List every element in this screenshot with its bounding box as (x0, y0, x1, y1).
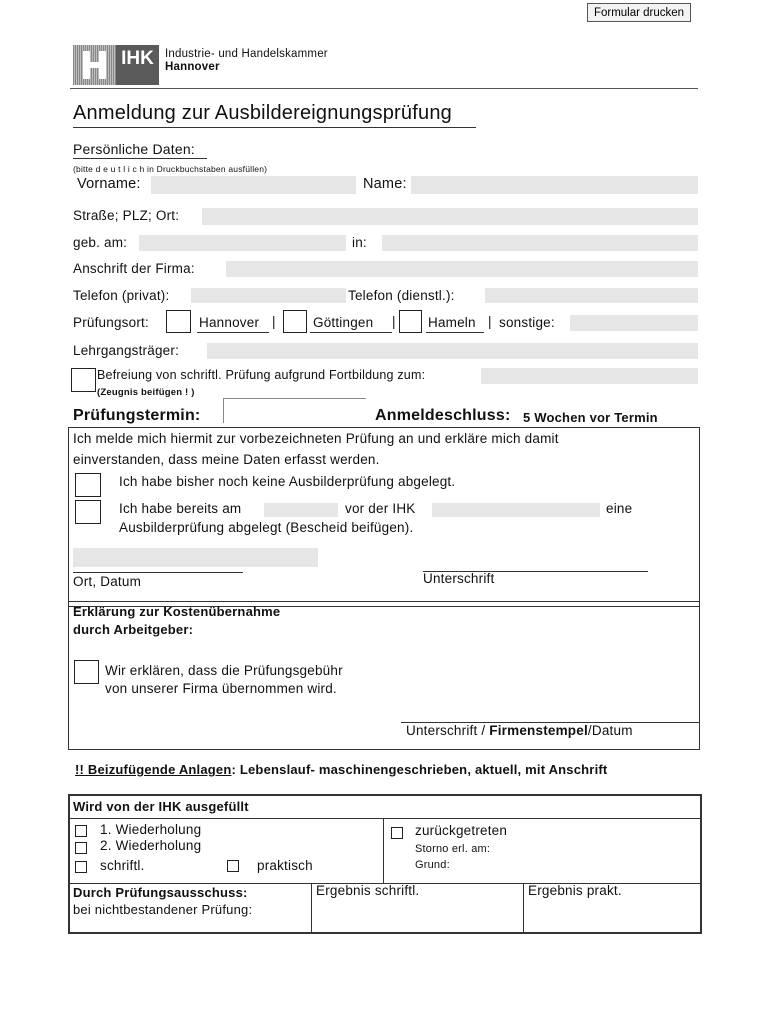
termin-field[interactable] (223, 398, 366, 423)
wdh1-checkbox[interactable] (75, 825, 87, 837)
separator-1: | (272, 314, 276, 329)
employer-text-1: Wir erklären, dass die Prüfungsgebühr (105, 663, 343, 678)
office-divider (383, 818, 384, 883)
prior-exam-date-field[interactable] (264, 503, 338, 517)
ausschuss-label-1: Durch Prüfungsausschuss: (73, 885, 248, 900)
prior-exam-label-c: eine (606, 501, 633, 516)
ausschuss-label-2: bei nichtbestandener Prüfung: (73, 902, 253, 917)
attachments-label: !! Beizufügende Anlagen (75, 762, 232, 777)
result-divider-1 (311, 883, 312, 933)
wdh1-label: 1. Wiederholung (100, 822, 202, 837)
wdh2-label: 2. Wiederholung (100, 838, 202, 853)
page-title: Anmeldung zur Ausbildereignungsprüfung (73, 102, 452, 124)
office-heading: Wird von der IHK ausgefüllt (73, 799, 249, 814)
employer-heading-1: Erklärung zur Kostenübernahme (73, 604, 281, 619)
wdh2-checkbox[interactable] (75, 842, 87, 854)
hameln-underline (426, 332, 484, 333)
firma-label: Anschrift der Firma: (73, 261, 195, 276)
employer-signature-label (406, 723, 633, 738)
geburtsort-label: in: (352, 235, 367, 250)
prior-exam-checkbox[interactable] (75, 500, 101, 524)
praktisch-checkbox[interactable] (227, 860, 239, 872)
tel-dienst-field[interactable] (485, 288, 698, 303)
ergebnis-prakt-label: Ergebnis prakt. (528, 883, 622, 898)
employer-text-2: von unserer Firma übernommen wird. (105, 681, 337, 696)
kostenuebernahme-checkbox[interactable] (74, 660, 99, 684)
ergebnis-schriftl-label: Ergebnis schriftl. (316, 883, 420, 898)
declaration-line2: einverstanden, dass meine Daten erfasst werden. (73, 452, 380, 467)
tel-privat-field[interactable] (191, 288, 346, 303)
firma-field[interactable] (226, 261, 698, 277)
tel-privat-label: Telefon (privat): (73, 288, 170, 303)
hannover-checkbox[interactable] (166, 310, 191, 333)
befreiung-field[interactable] (481, 368, 698, 384)
goettingen-checkbox[interactable] (283, 310, 307, 333)
prior-exam-label-a: Ich habe bereits am (119, 501, 242, 516)
prior-exam-label-b: vor der IHK (345, 501, 416, 516)
befreiung-checkbox[interactable] (71, 368, 96, 392)
hannover-underline (197, 332, 269, 333)
vorname-label: Vorname: (77, 176, 141, 192)
sonstige-field[interactable] (570, 315, 698, 331)
lehrgang-field[interactable] (207, 343, 698, 359)
personal-heading: Persönliche Daten: (73, 141, 195, 157)
attachments-note (75, 762, 607, 777)
vorname-field[interactable] (151, 176, 356, 194)
sig-part-c: /Datum (587, 723, 633, 738)
geb-am-label: geb. am: (73, 235, 128, 250)
prior-exam-label-d: Ausbilderprüfung abgelegt (Bescheid beifügen). (119, 520, 414, 535)
employer-heading-2: durch Arbeitgeber: (73, 622, 194, 637)
ort-datum-label: Ort, Datum (73, 574, 142, 589)
sig-part-a: Unterschrift / (406, 723, 490, 738)
unterschrift-label: Unterschrift (423, 571, 495, 586)
anmeldeschluss-label: Anmeldeschluss: (375, 407, 511, 424)
prior-exam-ihk-field[interactable] (432, 503, 600, 517)
logo-line1: Industrie- und Handelskammer (165, 48, 328, 60)
declaration-line1: Ich melde mich hiermit zur vorbezeichneten Prüfung an und erkläre mich damit (73, 431, 559, 446)
ihk-logo (73, 45, 159, 85)
block-letters-hint: (bitte d e u t l i c h in Druckbuchstaben ausfüllen) (73, 164, 268, 174)
zeugnis-note: (Zeugnis beifügen ! ) (97, 387, 195, 398)
schriftl-label: schriftl. (100, 858, 145, 873)
logo-h-glyph (83, 51, 106, 79)
header-rule (70, 88, 698, 89)
print-form-button[interactable]: Formular drucken (587, 3, 691, 22)
logo-line2: Hannover (165, 61, 220, 73)
office-heading-rule (69, 818, 701, 819)
termin-label: Prüfungstermin: (73, 407, 201, 424)
sonstige-label: sonstige: (499, 315, 555, 330)
pruefungsort-label: Prüfungsort: (73, 315, 149, 330)
storno-label: Storno erl. am: (415, 843, 491, 855)
befreiung-label: Befreiung von schriftl. Prüfung aufgrund Fortbildung zum: (97, 368, 426, 382)
result-divider-2 (523, 883, 524, 933)
hameln-label: Hameln (428, 315, 476, 330)
zurueckgetreten-checkbox[interactable] (391, 827, 403, 839)
anmeldeschluss-value: 5 Wochen vor Termin (523, 410, 658, 425)
title-underline (73, 127, 476, 128)
goettingen-underline (310, 332, 392, 333)
geburtsort-field[interactable] (382, 235, 698, 251)
ort-datum-line (73, 572, 243, 573)
sig-part-b: Firmenstempel (489, 723, 588, 738)
goettingen-label: Göttingen (313, 315, 374, 330)
attachments-text: : Lebenslauf- maschinengeschrieben, aktuell, mit Anschrift (231, 762, 608, 777)
praktisch-label: praktisch (257, 858, 313, 873)
no-prior-exam-checkbox[interactable] (75, 473, 101, 497)
personal-heading-underline (73, 158, 207, 159)
separator-3: | (488, 314, 492, 329)
hannover-label: Hannover (199, 315, 260, 330)
strasse-label: Straße; PLZ; Ort: (73, 208, 180, 223)
name-label: Name: (363, 176, 407, 192)
geb-am-field[interactable] (139, 235, 346, 251)
ort-datum-field[interactable] (73, 548, 318, 567)
no-prior-exam-label: Ich habe bisher noch keine Ausbilderprüfung abgelegt. (119, 474, 456, 489)
hameln-checkbox[interactable] (399, 310, 422, 333)
zurueckgetreten-label: zurückgetreten (415, 823, 508, 838)
name-field[interactable] (411, 176, 698, 194)
grund-label: Grund: (415, 859, 450, 871)
logo-ihk-text: IHK (116, 45, 159, 85)
separator-2: | (392, 314, 396, 329)
strasse-field[interactable] (202, 208, 698, 225)
lehrgang-label: Lehrgangsträger: (73, 343, 180, 358)
schriftl-checkbox[interactable] (75, 861, 87, 873)
tel-dienst-label: Telefon (dienstl.): (348, 288, 455, 303)
